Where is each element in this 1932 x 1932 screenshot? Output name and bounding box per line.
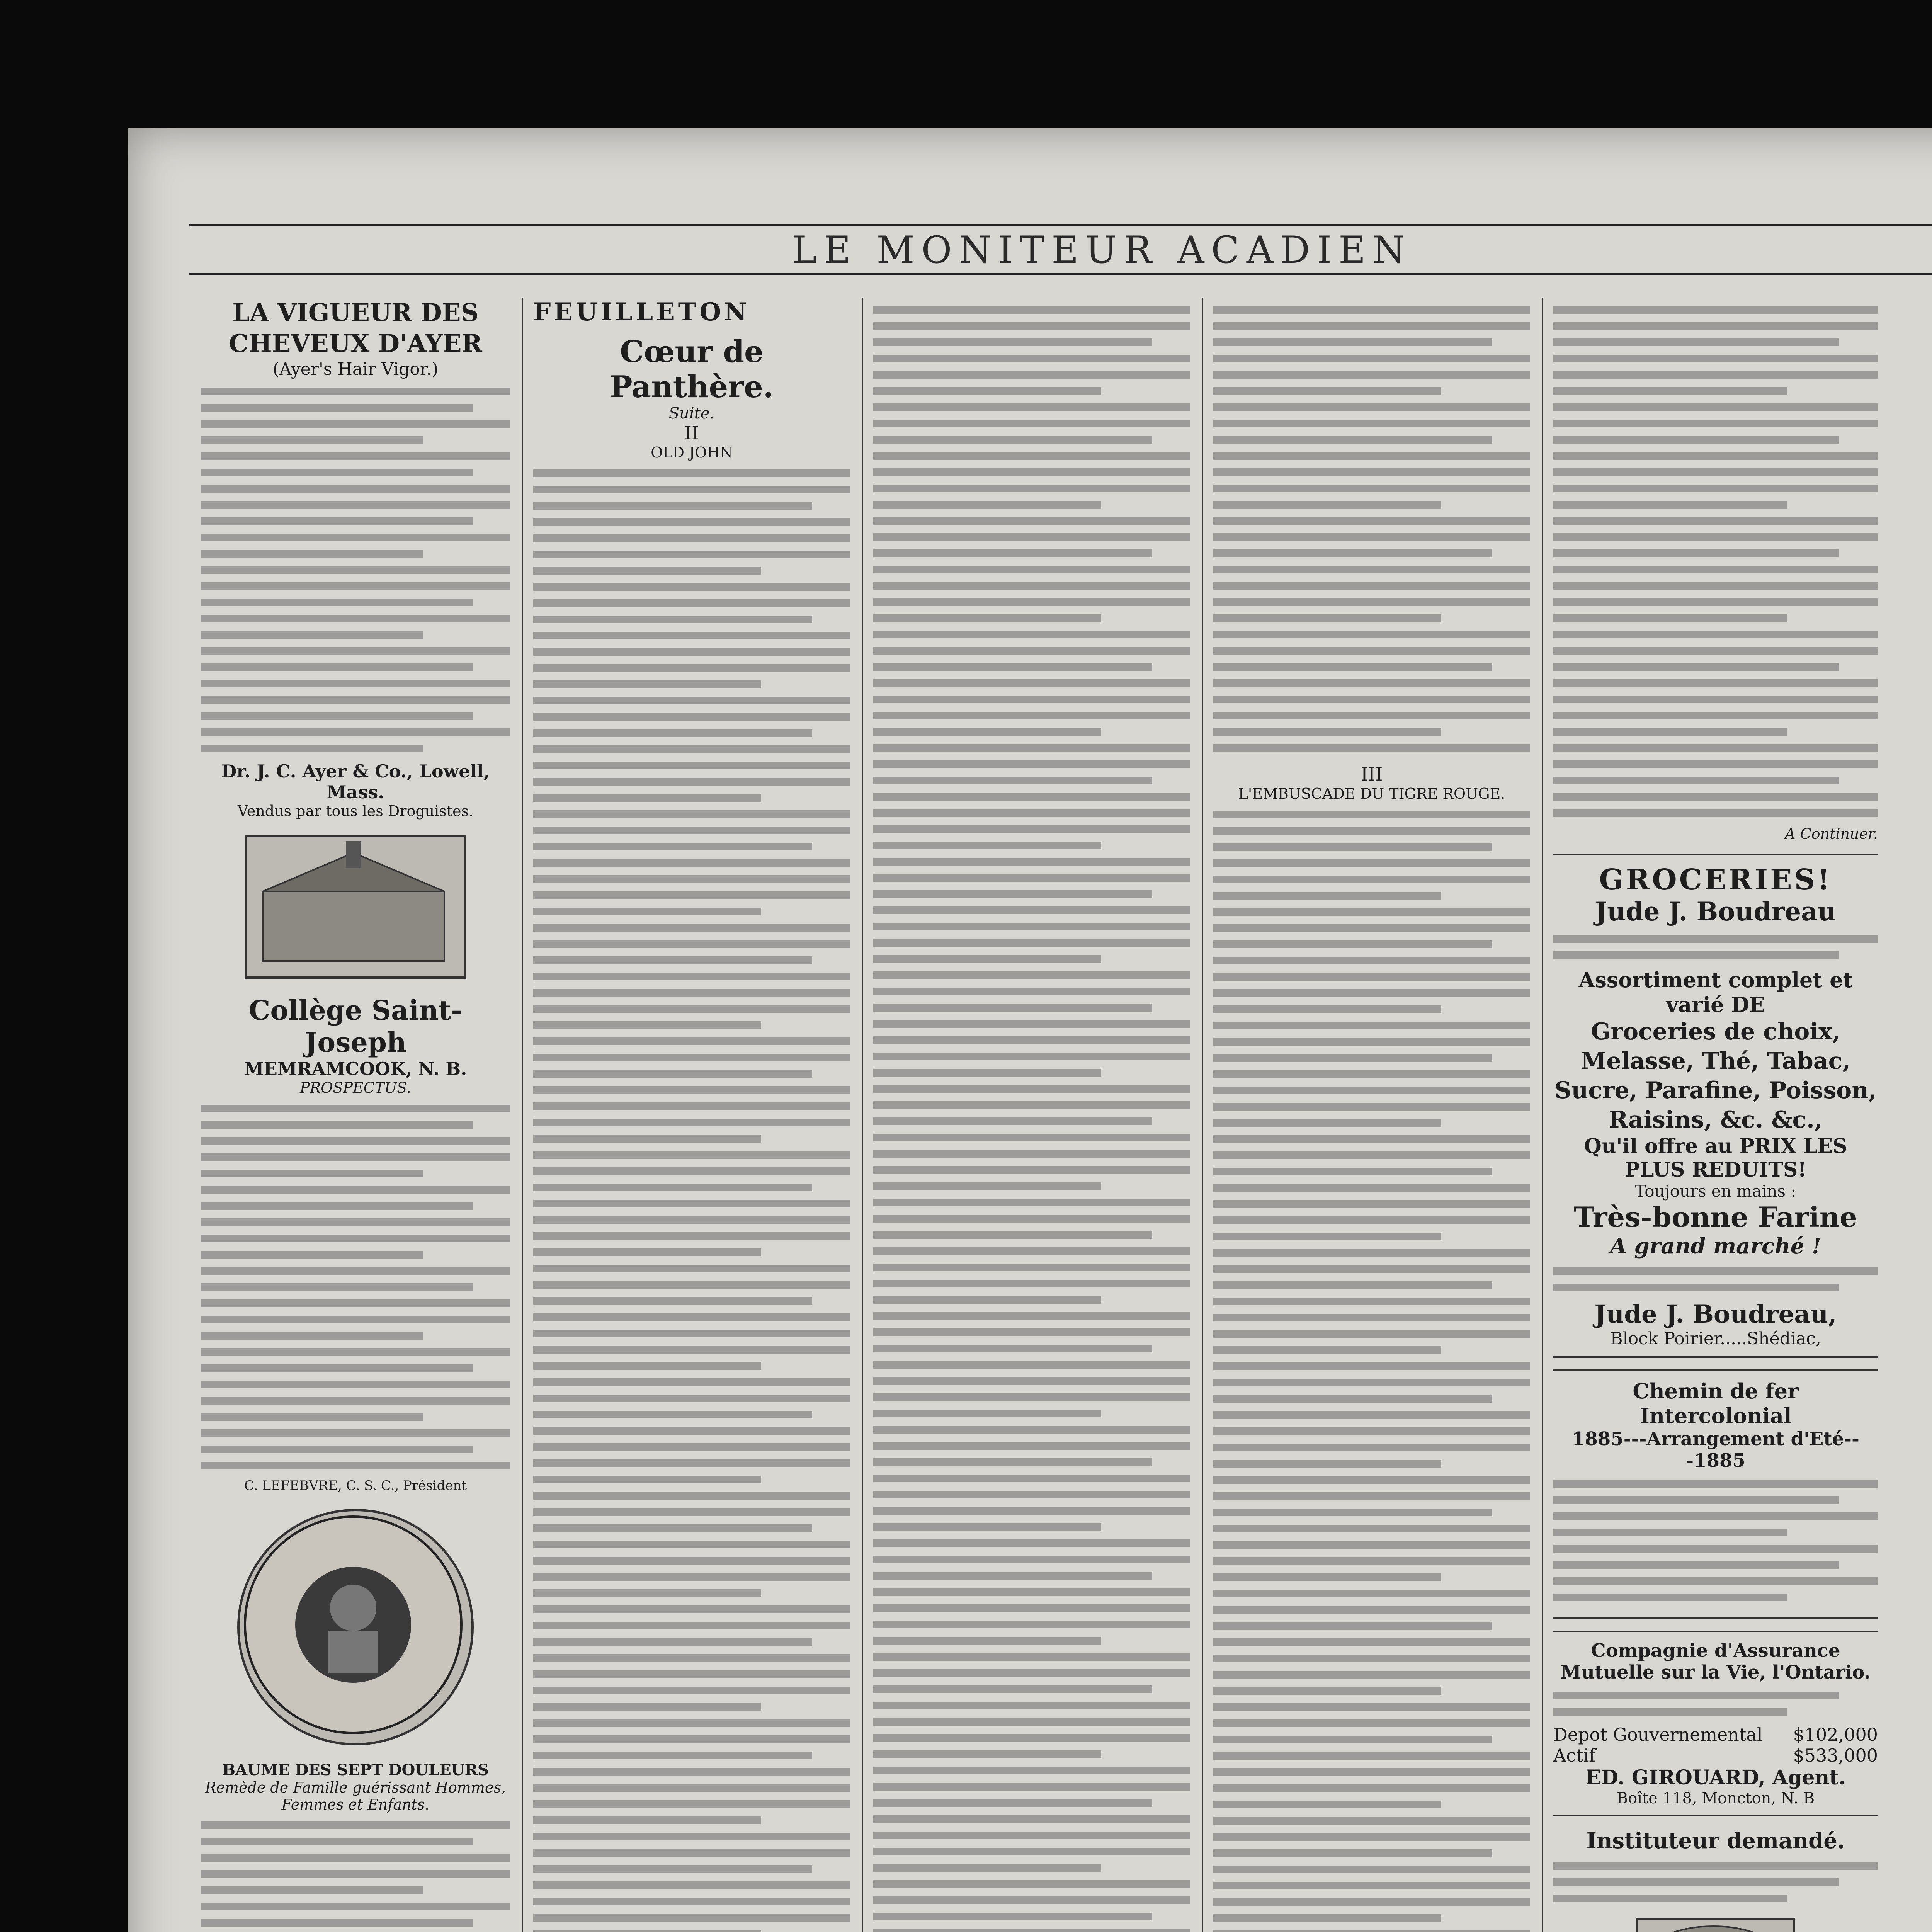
story-column-2 [873,298,1190,1932]
deposit-label: Depot Gouvernemental [1553,1724,1763,1745]
story-suite: Suite. [668,405,715,422]
to-be-continued: A Continuer. [1785,825,1878,842]
chapter-3-number: III [1361,764,1383,785]
balm-seal-illustration [237,1509,474,1745]
boudreau-address: Block Poirier.....Shédiac, [1610,1329,1821,1349]
column-rule [1542,298,1543,1932]
goods-price: Qu'il offre au PRIX LES PLUS REDUITS! [1584,1134,1847,1182]
assortment-heading: Assortiment complet et varié DE [1578,968,1853,1017]
ayer-ad-subtitle: (Ayer's Hair Vigor.) [272,359,439,379]
college-place: MEMRAMCOOK, N. B. [244,1058,467,1079]
actif-amount: $533,000 [1793,1745,1878,1766]
teacher-wanted-heading: Instituteur demandé. [1586,1828,1845,1854]
chapter-title: OLD JOHN [651,444,733,461]
railway-heading: Chemin de fer Intercolonial [1633,1379,1799,1428]
advertisement-column [201,298,510,1932]
story-body-part-4 [1213,811,1530,1932]
deposit-row [1553,1724,1878,1745]
college-title: Collège Saint-Joseph [248,994,463,1058]
groceries-heading: GROCERIES! [1599,863,1832,896]
newspaper-title: LE MONITEUR ACADIEN [792,228,1412,272]
story-body-continued [873,306,1190,1932]
story-column-3 [1213,298,1530,1932]
newspaper-page [128,128,1932,1932]
boudreau-name: Jude J. Boudreau [1595,896,1836,927]
flour-heading: Très-bonne Farine [1574,1201,1857,1233]
ayer-ad-title: LA VIGUEUR DES CHEVEUX D'AYER [229,298,482,358]
column-rule [1202,298,1203,1932]
story-body-part-5 [1553,306,1878,817]
balm-label: BAUME DES SEPT DOULEURS [222,1761,489,1779]
agent-address: Boîte 118, Moncton, N. B [1616,1789,1815,1807]
right-ad-column [1553,298,1878,1932]
deposit-amount: $102,000 [1793,1724,1878,1745]
boudreau-name-2: Jude J. Boudreau, [1594,1300,1837,1329]
balm-caption: Remède de Famille guérissant Hommes, Femmes et Enfants. [205,1779,506,1813]
actif-label: Actif [1553,1745,1596,1766]
coat-of-arms-illustration [1636,1918,1795,1932]
college-illustration [245,835,466,979]
agent-name: ED. GIROUARD, Agent. [1585,1766,1846,1789]
masthead [189,224,1932,275]
insurance-heading: Compagnie d'Assurance Mutuelle sur la Vie, l'Ontario. [1560,1640,1871,1683]
feuilleton-column [533,298,850,1932]
column-rule [862,298,863,1932]
college-signature: C. LEFEBVRE, C. S. C., Président [244,1478,467,1493]
story-body [533,469,850,1932]
column-rule [522,298,523,1932]
actif-row [1553,1745,1878,1766]
flour-subheading: A grand marché ! [1610,1233,1821,1259]
feuilleton-label: FEUILLETON [533,298,750,327]
story-title: Cœur de Panthère. [609,334,774,405]
story-body-part-3 [1213,306,1530,752]
goods-list: Groceries de choix, Melasse, Thé, Tabac, Sucre, Parafine, Poisson, Raisins, &c. &c., [1554,1018,1877,1133]
chapter-3-title: L'EMBUSCADE DU TIGRE ROUGE. [1238,785,1505,802]
chapter-number: II [684,422,699,444]
ayer-ad-footer: Dr. J. C. Ayer & Co., Lowell, Mass. [221,761,490,803]
always-in-stock: Toujours en mains : [1635,1182,1796,1201]
ayer-ad-footer-2: Vendus par tous les Droguistes. [237,803,474,820]
railway-schedule-title: 1885---Arrangement d'Eté---1885 [1572,1428,1859,1471]
college-prospectus: PROSPECTUS. [300,1079,411,1096]
